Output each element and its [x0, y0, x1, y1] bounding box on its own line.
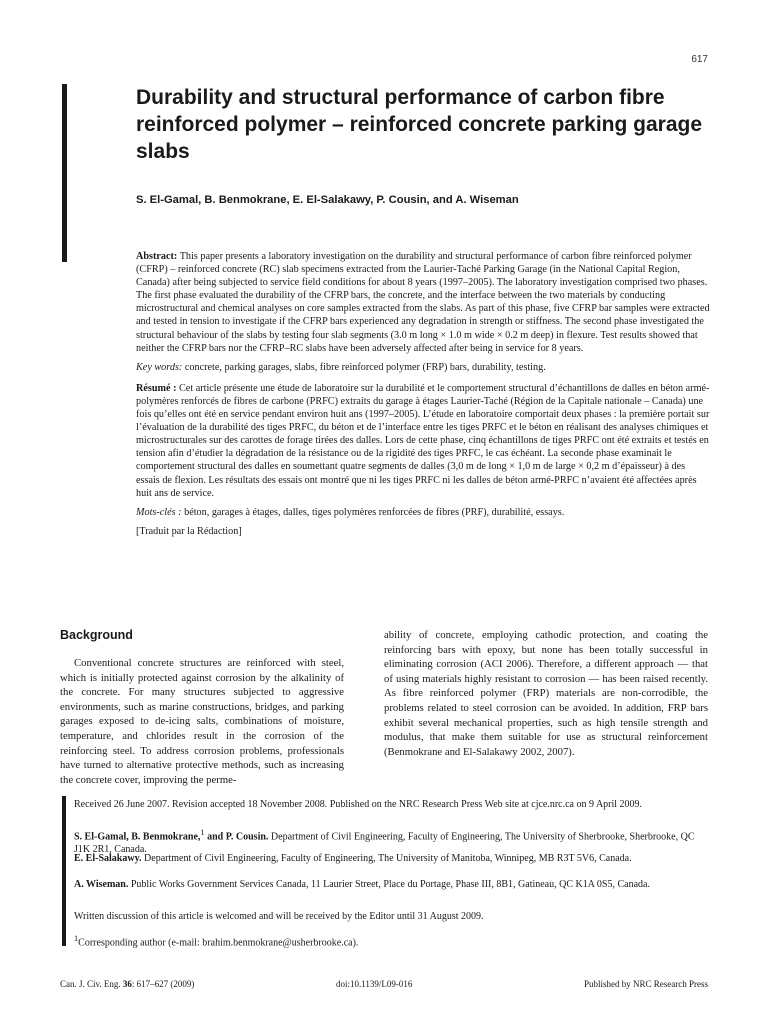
affiliation-names: S. El-Gamal, B. Benmokrane, — [74, 831, 201, 843]
keywords-text: concrete, parking garages, slabs, fibre reinforced polymer (FRP) bars, durability, testing. — [184, 361, 546, 373]
footnote-marker: 1 — [74, 934, 79, 943]
keywords-label: Key words: — [136, 361, 183, 373]
corresponding-author-note — [74, 932, 710, 949]
title-accent-bar — [62, 84, 67, 262]
journal-citation — [60, 979, 194, 989]
publisher-credit: Published by NRC Research Press — [584, 979, 708, 989]
body-column-left — [60, 656, 344, 787]
resume-label: Résumé : — [136, 382, 177, 394]
article-title: Durability and structural performance of carbon fibre reinforced polymer – reinforced concrete parking garage slabs — [136, 86, 703, 163]
mots-cles-label: Mots-clés : — [136, 506, 182, 518]
journal-volume: 36 — [122, 979, 132, 989]
translation-note: [Traduit par la Rédaction] — [136, 525, 242, 537]
footnote-marker: 1 — [200, 828, 205, 837]
affiliation-text: Public Works Government Services Canada, 11 Laurier Street, Place du Portage, Phase III, 8B1, Gatineau, QC K1A 0S5, Canada. — [130, 879, 650, 890]
affiliation-names-2: and P. Cousin. — [207, 831, 269, 843]
doi-link[interactable]: doi:10.1139/L09-016 — [336, 979, 413, 989]
body-paragraph-right: ability of concrete, employing cathodic protection, and coating the reinforcing bars with epoxy, but none has been totally successful in eliminating corrosion (ACI 2006). Therefore, a different approach — that of using materials highly resistant to corrosion — has been raised recently. As fibre reinforced polymer (FRP) materials are non-corrodible, the problems related to steel corrosion can be avoided. In addition, FRP bars exhibit several mechanical properties, such as high tensile strength and modulus, that make them suitable for use as structural reinforcement (Benmokrane and El-Salakawy 2002, 2007). — [384, 629, 708, 758]
body-column-right — [384, 628, 708, 759]
section-heading-background: Background — [60, 628, 133, 642]
journal-pages: : 617–627 (2009) — [131, 979, 195, 989]
abstract-text: This paper presents a laboratory investigation on the durability and structural performance of carbon fibre reinforced polymer (CFRP) – reinforced concrete (RC) slab specimens extracted from the Laurier-Taché Parking Garage (in the National Capital Region, Canada) after being subjected to service field conditions for about 8 years (1997–2005). The laboratory investigation comprised two phases. The first phase evaluated the durability of the CFRP bars, the concrete, and the interface between the two materials by conducting microstructural and chemical analyses on core samples extracted from the slabs. As part of this phase, five CFRP bar samples were extracted and tested in tension to investigate if the CFRP bars experienced any degradation in strength or stiffness. The second phase investigated the structural behaviour of the slabs by testing four slab segments (3.0 m long × 1.0 m wide × 0.2 m deep) in flexure. Test results showed that neither the CFRP bars nor the CFRP–RC slabs have been adversely affected after being in service for 8 years. — [136, 251, 710, 354]
affiliation-names: E. El-Salakawy. — [74, 853, 142, 864]
affiliation-manitoba — [74, 852, 710, 865]
affiliation-text: Department of Civil Engineering, Faculty of Engineering, The University of Manitoba, Winnipeg, MB R3T 5V6, Canada. — [144, 853, 632, 864]
affiliation-pwgsc — [74, 878, 710, 891]
abstract-label: Abstract: — [136, 251, 178, 262]
keywords — [136, 361, 710, 374]
affiliation-names: A. Wiseman. — [74, 879, 129, 890]
page-number: 617 — [691, 54, 708, 65]
resume-text: Cet article présente une étude de laboratoire sur la durabilité et le comportement structural d’échantillons de dalles en béton armé-polymères renforcés de fibres de carbone (PRFC) extraits du garage à étages Laurier-Taché (Région de la Capitale nationale – Canada) une fois qu’elles ont été en service pendant environ huit ans (1997–2005). L’étude en laboratoire comportait deux phases : la première portait sur l’évaluation de la durabilité des tiges PRFC, du béton et de l’interface entre les tiges PRFC et le béton en réalisant des analyses chimiques et microstructurales sur des carottes de forage tirées des dalles. Lors de cette phase, cinq échantillons de tiges PRFC ont été extraits et testés en tension afin d’étudier la dégradation de la résistance ou de la rigidité des tiges PRFC, le cas échéant. La seconde phase examinait le comportement structural des dalles en soumettant quatre segments de dalles (3,0 m de long × 1,0 m de large × 0,2 m d’épaisseur) à des essais de flexion. Les résultats des essais ont montré que ni les tiges PRFC ni les dalles de béton armé-PRFC n’avaient été affectées après huit ans de service. — [136, 382, 710, 499]
resume — [136, 382, 710, 500]
discussion-note: Written discussion of this article is welcomed and will be received by the Editor until 31 August 2009. — [74, 911, 484, 922]
affiliation-text: Department of Civil Engineering, Faculty of Engineering, The University of Sherbrooke, Sherbrooke, QC J1K 2R1, Canada. — [74, 831, 695, 856]
mots-cles-text: béton, garages à étages, dalles, tiges polymères renforcées de fibres (PRF), durabilité, essays. — [184, 506, 565, 518]
abstract-block — [136, 250, 710, 544]
footnote-rule — [62, 796, 714, 949]
mots-cles — [136, 506, 710, 519]
abstract — [136, 250, 710, 355]
corresponding-author-text: Corresponding author (e-mail: brahim.benmokrane@usherbrooke.ca). — [78, 937, 359, 949]
journal-name: Can. J. Civ. Eng. — [60, 979, 121, 989]
body-paragraph-left: Conventional concrete structures are reinforced with steel, which is initially protected against corrosion by the alkalinity of the concrete. For many structures subjected to aggressive environments, such as marine constructions, bridges, and parking garages exposed to de-icing salts, combinations of moisture, temperature, and chlorides result in the corrosion of the reinforcing steel. To address corrosion problems, professionals have turned to alternative protective methods, such as increasing the concrete cover, improving the perme- — [60, 657, 344, 786]
author-list: S. El-Gamal, B. Benmokrane, E. El-Salakawy, P. Cousin, and A. Wiseman — [136, 194, 519, 206]
received-note: Received 26 June 2007. Revision accepted 18 November 2008. Published on the NRC Research Press Web site at cjce.nrc.ca on 9 April 2009. — [74, 799, 643, 810]
